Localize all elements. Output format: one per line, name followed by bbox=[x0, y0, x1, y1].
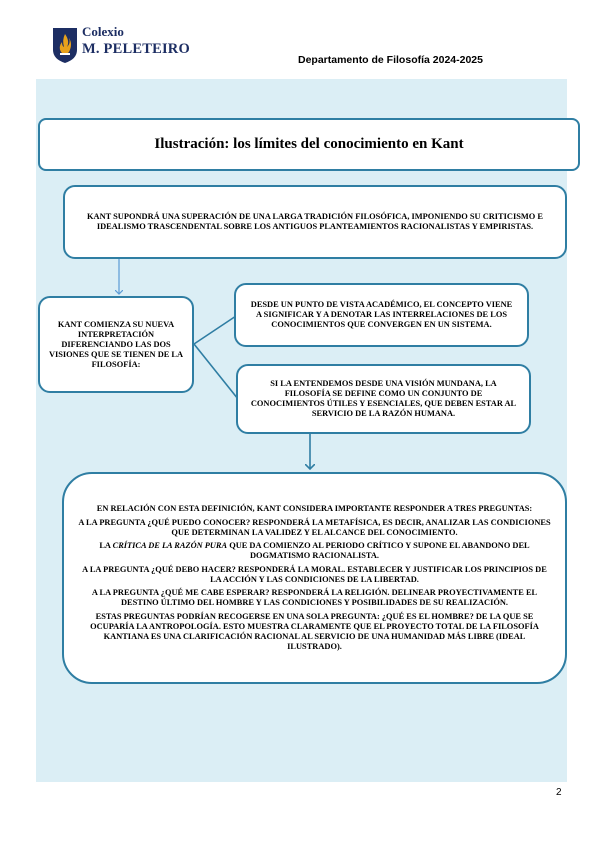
box-three-questions bbox=[62, 472, 567, 684]
question-moral: A LA PREGUNTA ¿QUÉ DEBO HACER? RESPONDERÁ LA MORAL. ESTABLECER Y JUSTIFICAR LOS PRINCIPIOS DE LA ACCIÓN Y LAS CONDICIONES DE LA LIBERTAD. bbox=[82, 564, 547, 584]
question-metaphysics: A LA PREGUNTA ¿QUÉ PUEDO CONOCER? RESPONDERÁ LA METAFÍSICA, ES DECIR, ANALIZAR LAS CONDICIONES QUE DETERMINAN LA VALIDEZ Y EL ALCANCE DEL CONOCIMIENTO. bbox=[78, 517, 551, 537]
critique-pre: LA bbox=[99, 541, 113, 551]
box-two-visions: KANT COMIENZA SU NUEVA INTERPRETACIÓN DIFERENCIANDO LAS DOS VISIONES QUE SE TIENEN DE LA FILOSOFÍA: bbox=[38, 296, 194, 393]
question-religion: A LA PREGUNTA ¿QUÉ ME CABE ESPERAR? RESPONDERÁ LA RELIGIÓN. DELINEAR PROYECTIVAMENTE EL DESTINO ÚLTIMO DEL HOMBRE Y LAS CONDICIONES Y POSIBILIDADES DE SU REALIZACIÓN. bbox=[91, 588, 538, 608]
shield-flame-icon bbox=[52, 26, 78, 64]
diagram-title: Ilustración: los límites del conocimiento en Kant bbox=[38, 118, 580, 171]
box-worldly-view: SI LA ENTENDEMOS DESDE UNA VISIÓN MUNDANA, LA FILOSOFÍA SE DEFINE COMO UN CONJUNTO DE CONOCIMIENTOS ÚTILES Y ESENCIALES, QUE DEBEN ESTAR AL SERVICIO DE LA RAZÓN HUMANA. bbox=[236, 364, 531, 434]
logo-text bbox=[82, 24, 190, 58]
critique-post: QUE DA COMIENZO AL PERIODO CRÍTICO Y SUPONE EL ABANDONO DEL DOGMATISMO RACIONALISTA. bbox=[227, 541, 530, 561]
department-label: Departamento de Filosofía 2024-2025 bbox=[298, 54, 483, 66]
logo-line-1: Colexio bbox=[82, 24, 124, 39]
critique-note bbox=[78, 541, 551, 561]
questions-conclusion: ESTAS PREGUNTAS PODRÍAN RECOGERSE EN UNA SOLA PREGUNTA: ¿QUÉ ES EL HOMBRE? DE LA QUE SE OCUPARÍA LA ANTROPOLOGÍA. ESTO MUESTRA CLARAMENTE QUE EL PROYECTO TOTAL DE LA FILOSOFÍA KANTIANA ES UNA CLARIFICACIÓN RACIONAL AL SERVICIO DE UNA HUMANIDAD MÁS LIBRE (IDEAL ILUSTRADO). bbox=[90, 611, 539, 651]
box-academic-view: DESDE UN PUNTO DE VISTA ACADÉMICO, EL CONCEPTO VIENE A SIGNIFICAR Y A DENOTAR LAS INTERRELACIONES DE LOS CONOCIMIENTOS QUE CONVERGEN EN UN SISTEMA. bbox=[234, 283, 529, 347]
critique-title: CRÍTICA DE LA RAZÓN PURA bbox=[112, 541, 228, 551]
logo-line-2: M. PELETEIRO bbox=[82, 41, 190, 57]
page-number: 2 bbox=[556, 787, 562, 798]
box-kant-superation: KANT SUPONDRÁ UNA SUPERACIÓN DE UNA LARGA TRADICIÓN FILOSÓFICA, IMPONIENDO SU CRITICISMO E IDEALISMO TRASCENDENTAL SOBRE LOS ANTIGUOS PLANTEAMIENTOS RACIONALISTAS Y EMPIRISTAS. bbox=[63, 185, 567, 259]
questions-intro: EN RELACIÓN CON ESTA DEFINICIÓN, KANT CONSIDERA IMPORTANTE RESPONDER A TRES PREGUNTAS: bbox=[96, 504, 533, 514]
school-logo bbox=[52, 24, 212, 68]
